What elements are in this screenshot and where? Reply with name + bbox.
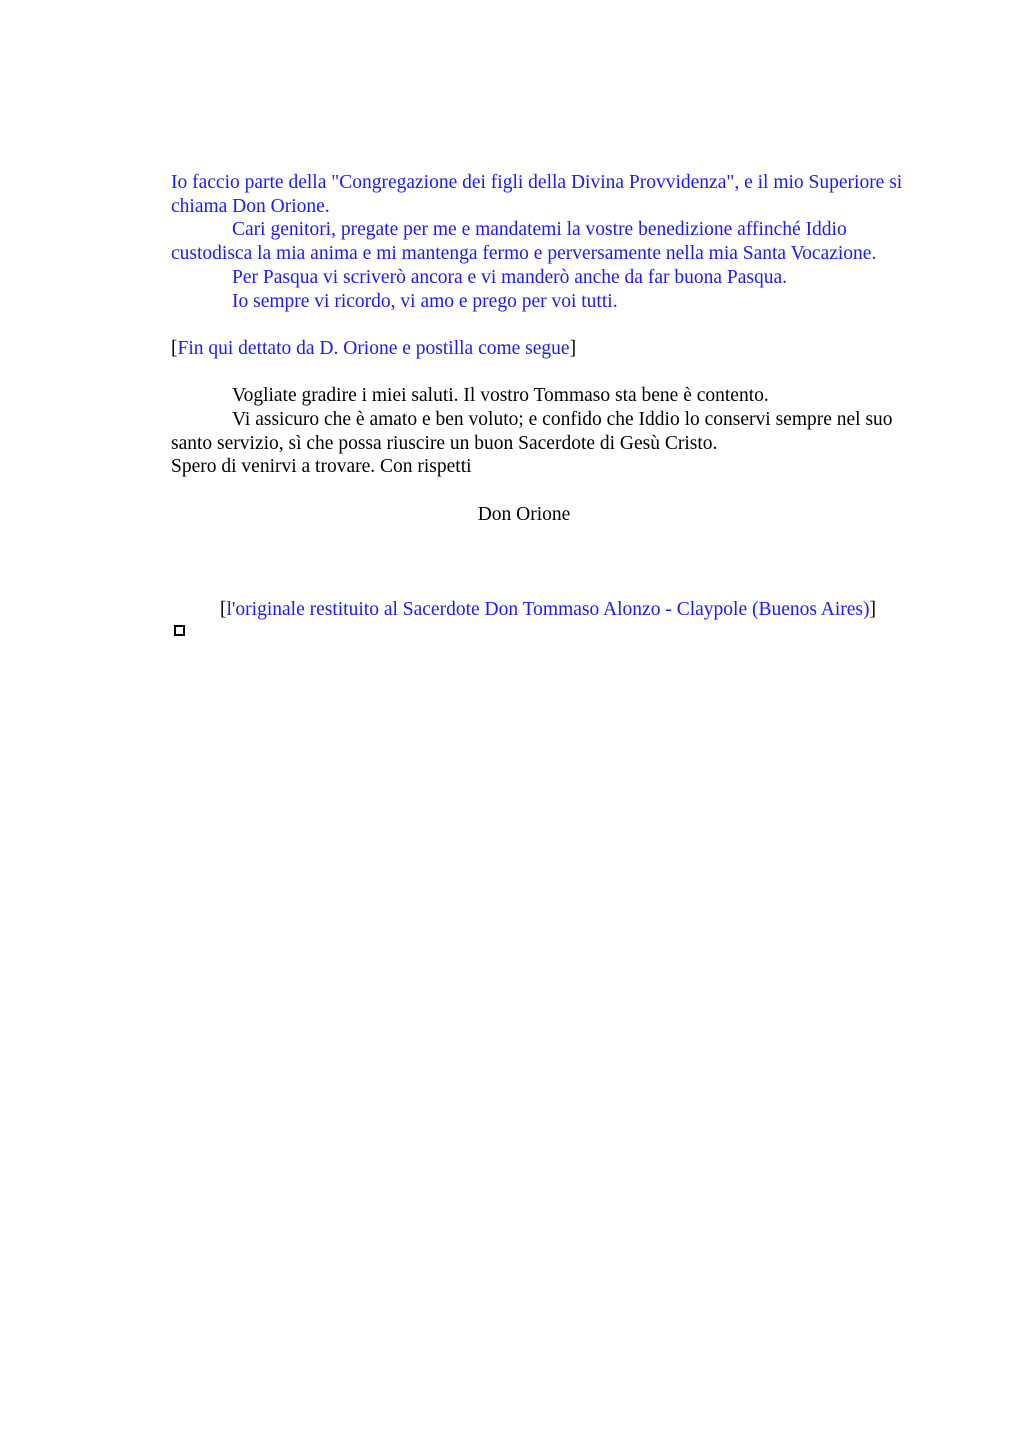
signature: Don Orione	[477, 503, 571, 525]
letter-page	[171, 171, 931, 636]
dictated-paragraph-4: Io sempre vi ricordo, vi amo e prego per voi tutti.	[232, 290, 618, 312]
footnote-text: l'originale restituito al Sacerdote Don Tommaso Alonzo - Claypole (Buenos Aires)	[226, 598, 870, 620]
spacer	[171, 527, 931, 551]
archival-footnote	[171, 598, 931, 622]
empty-square-icon	[174, 625, 185, 636]
footnote-close-bracket: ]	[869, 598, 876, 620]
spacer	[171, 574, 931, 598]
editor-note-text: Fin qui dettato da D. Orione e postilla come segue	[177, 337, 570, 359]
footnote-open-bracket: [	[220, 598, 227, 620]
spacer	[171, 313, 931, 337]
editor-note-close-bracket: ]	[569, 337, 577, 359]
dictated-paragraph-1: Io faccio parte della "Congregazione dei figli della Divina Provvidenza", e il mio Superiore si chiama Don Orione.	[171, 172, 903, 217]
dictated-paragraph-2: Cari genitori, pregate per me e mandatemi la vostre benedizione affinché Iddio custodisca la mia anima e mi mantenga fermo e perversamente nella mia Santa Vocazione.	[171, 219, 877, 265]
postscript-paragraph-3: Spero di venirvi a trovare. Con rispetti	[171, 456, 472, 478]
postscript-paragraph-1: Vogliate gradire i miei saluti. Il vostro Tommaso sta bene è contento.	[232, 385, 769, 407]
spacer	[171, 479, 931, 503]
postscript-paragraph-2: Vi assicuro che è amato e ben voluto; e confido che Iddio lo conservi sempre nel suo santo servizio, sì che possa riuscire un buon Sacerdote di Gesù Cristo.	[171, 409, 893, 454]
editor-note	[171, 337, 931, 361]
spacer	[171, 550, 931, 574]
spacer	[171, 361, 931, 385]
dictated-paragraph-3: Per Pasqua vi scriverò ancora e vi manderò anche da far buona Pasqua.	[232, 266, 787, 288]
editor-note-open-bracket: [	[171, 337, 178, 359]
